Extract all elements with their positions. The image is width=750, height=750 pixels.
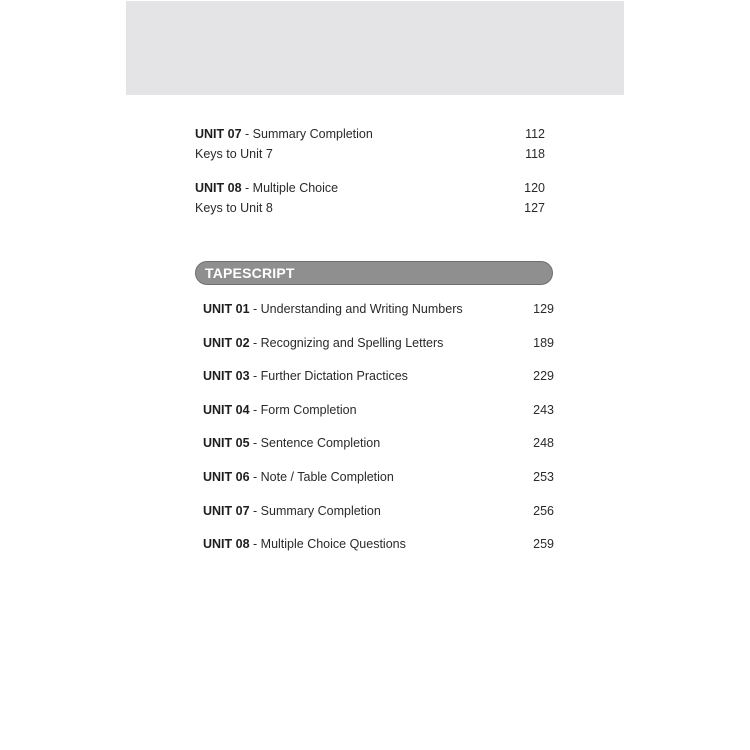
tapescript-list bbox=[203, 301, 554, 570]
page-number: 127 bbox=[524, 201, 545, 215]
page-number: 112 bbox=[525, 127, 545, 141]
separator: - bbox=[249, 302, 261, 316]
page-number: 120 bbox=[524, 181, 545, 195]
unit-code: UNIT 07 bbox=[203, 503, 250, 518]
toc-entry-label bbox=[203, 301, 463, 318]
separator: - bbox=[249, 537, 261, 552]
separator: - bbox=[249, 402, 261, 417]
toc-entry-unit[interactable] bbox=[195, 126, 545, 146]
tapescript-entry[interactable] bbox=[203, 402, 554, 436]
unit-title: Recognizing and Spelling Letters bbox=[260, 335, 444, 350]
unit-code: UNIT 02 bbox=[203, 335, 250, 350]
unit-code: UNIT 01 bbox=[203, 302, 250, 316]
unit-code: UNIT 03 bbox=[203, 369, 250, 384]
unit-code: UNIT 08 bbox=[203, 537, 250, 552]
toc-entry-unit[interactable] bbox=[195, 180, 545, 200]
unit-title: Summary Completion bbox=[252, 127, 373, 141]
unit-code: UNIT 08 bbox=[195, 181, 242, 195]
toc-entry-label bbox=[195, 126, 373, 143]
unit-title: Further Dictation Practices bbox=[260, 369, 408, 384]
tapescript-section-header bbox=[195, 261, 553, 285]
unit-code: UNIT 07 bbox=[195, 127, 242, 141]
toc-entry-label bbox=[203, 368, 408, 385]
separator: - bbox=[241, 127, 253, 141]
tapescript-entry[interactable] bbox=[203, 368, 554, 402]
toc-entry-label bbox=[203, 469, 394, 486]
page-number: 243 bbox=[533, 402, 554, 417]
unit-title: Multiple Choice bbox=[252, 181, 339, 195]
toc-continued-list bbox=[195, 126, 545, 234]
tapescript-entry[interactable] bbox=[203, 536, 554, 570]
toc-entry-label bbox=[203, 435, 380, 452]
separator: - bbox=[241, 181, 253, 195]
separator: - bbox=[249, 436, 261, 451]
keys-label: Keys to Unit 8 bbox=[195, 201, 273, 215]
unit-code: UNIT 05 bbox=[203, 436, 250, 451]
toc-entry-label bbox=[203, 402, 357, 419]
separator: - bbox=[249, 335, 261, 350]
toc-entry-keys[interactable] bbox=[195, 146, 545, 166]
page-number: 248 bbox=[533, 436, 554, 451]
toc-group-unit-07 bbox=[195, 126, 545, 166]
unit-title: Understanding and Writing Numbers bbox=[260, 302, 463, 316]
unit-code: UNIT 04 bbox=[203, 402, 250, 417]
tapescript-entry[interactable] bbox=[203, 335, 554, 369]
tapescript-entry[interactable] bbox=[203, 469, 554, 503]
unit-title: Sentence Completion bbox=[260, 436, 381, 451]
keys-label: Keys to Unit 7 bbox=[195, 147, 273, 161]
page-number: 229 bbox=[533, 369, 554, 384]
separator: - bbox=[249, 369, 261, 384]
page-number: 259 bbox=[533, 537, 554, 552]
unit-code: UNIT 06 bbox=[203, 469, 250, 484]
toc-entry-label bbox=[203, 503, 381, 520]
unit-title: Multiple Choice Questions bbox=[260, 537, 406, 552]
page-number: 253 bbox=[533, 469, 554, 484]
page-number: 189 bbox=[533, 335, 554, 350]
section-title: TAPESCRIPT bbox=[205, 265, 295, 281]
toc-group-unit-08 bbox=[195, 180, 545, 220]
separator: - bbox=[249, 469, 261, 484]
toc-entry-keys[interactable] bbox=[195, 200, 545, 220]
page-number: 129 bbox=[533, 302, 554, 316]
toc-entry-label bbox=[203, 335, 443, 352]
unit-title: Summary Completion bbox=[260, 503, 381, 518]
tapescript-entry[interactable] bbox=[203, 503, 554, 537]
page-number: 118 bbox=[525, 147, 545, 161]
tapescript-entry[interactable] bbox=[203, 435, 554, 469]
toc-entry-label bbox=[203, 536, 406, 553]
unit-title: Note / Table Completion bbox=[260, 469, 394, 484]
tapescript-entry[interactable] bbox=[203, 301, 554, 335]
header-band bbox=[126, 1, 624, 95]
unit-title: Form Completion bbox=[260, 402, 357, 417]
toc-entry-label bbox=[195, 180, 338, 197]
page-number: 256 bbox=[533, 503, 554, 518]
separator: - bbox=[249, 503, 261, 518]
